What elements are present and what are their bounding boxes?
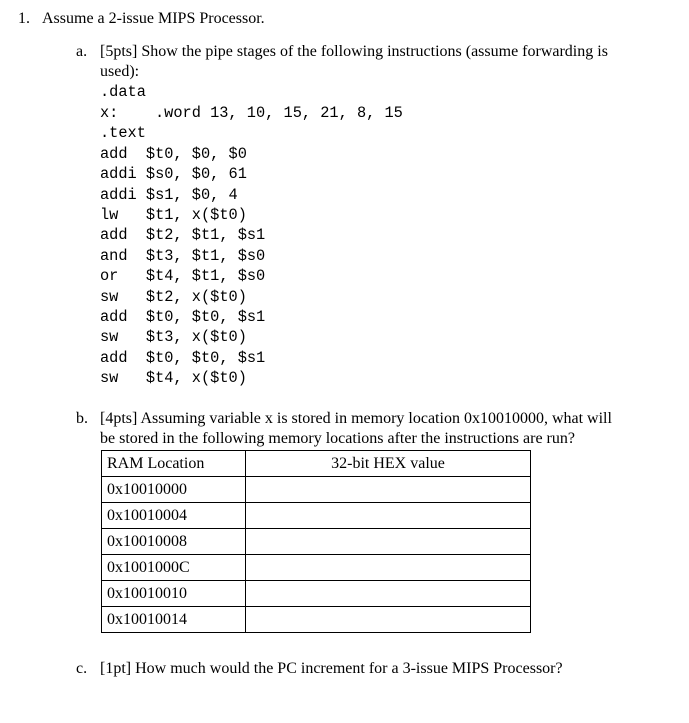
hex-value-cell[interactable] bbox=[246, 607, 531, 633]
code-line: lw $t1, x($t0) bbox=[100, 206, 247, 224]
ram-location-cell: 0x10010010 bbox=[102, 581, 246, 607]
hex-value-cell[interactable] bbox=[246, 529, 531, 555]
data-directive: .data bbox=[100, 83, 146, 101]
part-a-letter: a. bbox=[76, 43, 88, 60]
code-line: addi $s0, $0, 61 bbox=[100, 165, 247, 183]
part-b-line1: [4pts] Assuming variable x is stored in memory location 0x10010000, what will bbox=[100, 410, 612, 427]
part-b-line2: be stored in the following memory locations after the instructions are run? bbox=[100, 430, 575, 447]
ram-location-cell: 0x10010014 bbox=[102, 607, 246, 633]
x-word-declaration: .word 13, 10, 15, 21, 8, 15 bbox=[155, 104, 403, 122]
x-label: x: bbox=[100, 104, 119, 122]
hex-value-cell[interactable] bbox=[246, 581, 531, 607]
question-text: Assume a 2-issue MIPS Processor. bbox=[42, 10, 265, 27]
question-number: 1. bbox=[18, 10, 30, 27]
ram-location-cell: 0x1001000C bbox=[102, 555, 246, 581]
ram-location-cell: 0x10010004 bbox=[102, 503, 246, 529]
ram-location-cell: 0x10010008 bbox=[102, 529, 246, 555]
table-row bbox=[102, 503, 531, 529]
part-a-line1: [5pts] Show the pipe stages of the following instructions (assume forwarding is bbox=[100, 43, 608, 60]
table-row bbox=[102, 477, 531, 503]
code-line: add $t0, $0, $0 bbox=[100, 145, 247, 163]
text-directive: .text bbox=[100, 124, 146, 142]
hex-value-cell[interactable] bbox=[246, 555, 531, 581]
header-ram-location: RAM Location bbox=[102, 451, 246, 477]
code-line: sw $t2, x($t0) bbox=[100, 288, 247, 306]
ram-table-header bbox=[102, 451, 531, 477]
code-line: sw $t3, x($t0) bbox=[100, 328, 247, 346]
header-hex-value: 32-bit HEX value bbox=[246, 451, 531, 477]
table-row bbox=[102, 607, 531, 633]
table-row bbox=[102, 555, 531, 581]
hex-value-cell[interactable] bbox=[246, 477, 531, 503]
code-line: sw $t4, x($t0) bbox=[100, 369, 247, 387]
ram-location-cell: 0x10010000 bbox=[102, 477, 246, 503]
table-row bbox=[102, 529, 531, 555]
part-c-letter: c. bbox=[76, 660, 88, 677]
table-row bbox=[102, 581, 531, 607]
part-b-letter: b. bbox=[76, 410, 88, 427]
ram-table bbox=[101, 450, 531, 633]
code-line: add $t2, $t1, $s1 bbox=[100, 226, 266, 244]
code-line: add $t0, $t0, $s1 bbox=[100, 349, 266, 367]
hex-value-cell[interactable] bbox=[246, 503, 531, 529]
code-line: addi $s1, $0, 4 bbox=[100, 186, 238, 204]
code-line: and $t3, $t1, $s0 bbox=[100, 247, 266, 265]
code-line: add $t0, $t0, $s1 bbox=[100, 308, 266, 326]
part-a-line2: used): bbox=[100, 63, 140, 80]
part-c-text: [1pt] How much would the PC increment for a 3-issue MIPS Processor? bbox=[100, 660, 563, 677]
code-line: or $t4, $t1, $s0 bbox=[100, 267, 266, 285]
